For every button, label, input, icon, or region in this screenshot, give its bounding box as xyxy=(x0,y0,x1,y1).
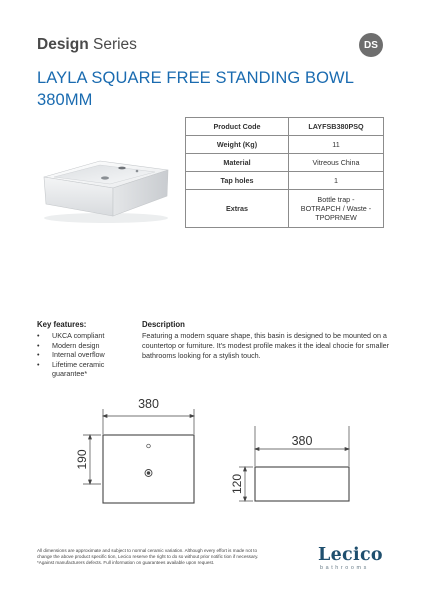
spec-value-line: TPOPRNEW xyxy=(315,213,357,222)
spec-label: Weight (Kg) xyxy=(186,136,289,154)
spec-value: Vitreous China xyxy=(289,154,384,172)
product-title xyxy=(37,67,377,111)
spec-label: Product Code xyxy=(186,118,289,136)
spec-value: 11 xyxy=(289,136,384,154)
description-title: Description xyxy=(142,320,185,329)
spec-label: Material xyxy=(186,154,289,172)
description-text: Featuring a modern square shape, this basin is designed to be mounted on a countertop or furniture. It's modest profile makes it the ideal chocie for smaller bathrooms looking for a stylish touch. xyxy=(142,331,390,360)
logo-sub-text: bathrooms xyxy=(320,565,369,571)
spec-label: Extras xyxy=(186,190,289,228)
spec-value-line: BOTRAPCH / Waste - xyxy=(300,204,372,213)
spec-row xyxy=(186,172,384,190)
spec-value xyxy=(289,190,384,228)
spec-row xyxy=(186,190,384,228)
key-feature-item: • Lifetime ceramic guarantee* xyxy=(37,360,137,379)
footer-note-line: change the above product specific tion, Lecico reserve the right to do so without prior notific tion if necessary. xyxy=(37,554,259,560)
spec-table xyxy=(185,117,384,228)
series-title-rest: Series xyxy=(88,36,137,53)
technical-drawing xyxy=(60,396,380,516)
key-feature-item: • Internal overflow xyxy=(37,350,137,360)
dim-top-width: 380 xyxy=(138,397,159,411)
footer-note-line: All dimensions are approximate and subject to normal ceramic variation. Although every effort is made not to xyxy=(37,548,258,553)
dim-side-width: 380 xyxy=(291,434,313,448)
spec-row xyxy=(186,118,384,136)
spec-value-line: Bottle trap - xyxy=(317,195,355,204)
footer-note xyxy=(37,548,307,566)
dim-side-height: 120 xyxy=(230,473,244,495)
product-title-line2: 380MM xyxy=(37,91,93,109)
series-title-bold: Design xyxy=(37,36,89,53)
spec-row xyxy=(186,136,384,154)
lecico-logo xyxy=(318,546,390,572)
dim-top-depth: 190 xyxy=(75,449,89,470)
spec-row xyxy=(186,154,384,172)
spec-label: Tap holes xyxy=(186,172,289,190)
basin-product-image xyxy=(36,146,176,224)
product-title-line1: LAYLA SQUARE FREE STANDING BOWL xyxy=(37,69,354,87)
spec-value: 1 xyxy=(289,172,384,190)
footer-note-line: *Against manufacturers defects. Full information on guarantees available upon request. xyxy=(37,560,215,566)
key-feature-item: • UKCA compliant xyxy=(37,331,137,341)
ds-badge-icon: DS xyxy=(359,33,383,57)
key-feature-item: • Modern design xyxy=(37,341,137,351)
logo-main-text: Lecico xyxy=(318,545,383,565)
series-title xyxy=(37,36,137,54)
key-features-title: Key features: xyxy=(37,320,87,329)
key-features-list xyxy=(37,331,137,379)
spec-value: LAYFSB380PSQ xyxy=(289,118,384,136)
